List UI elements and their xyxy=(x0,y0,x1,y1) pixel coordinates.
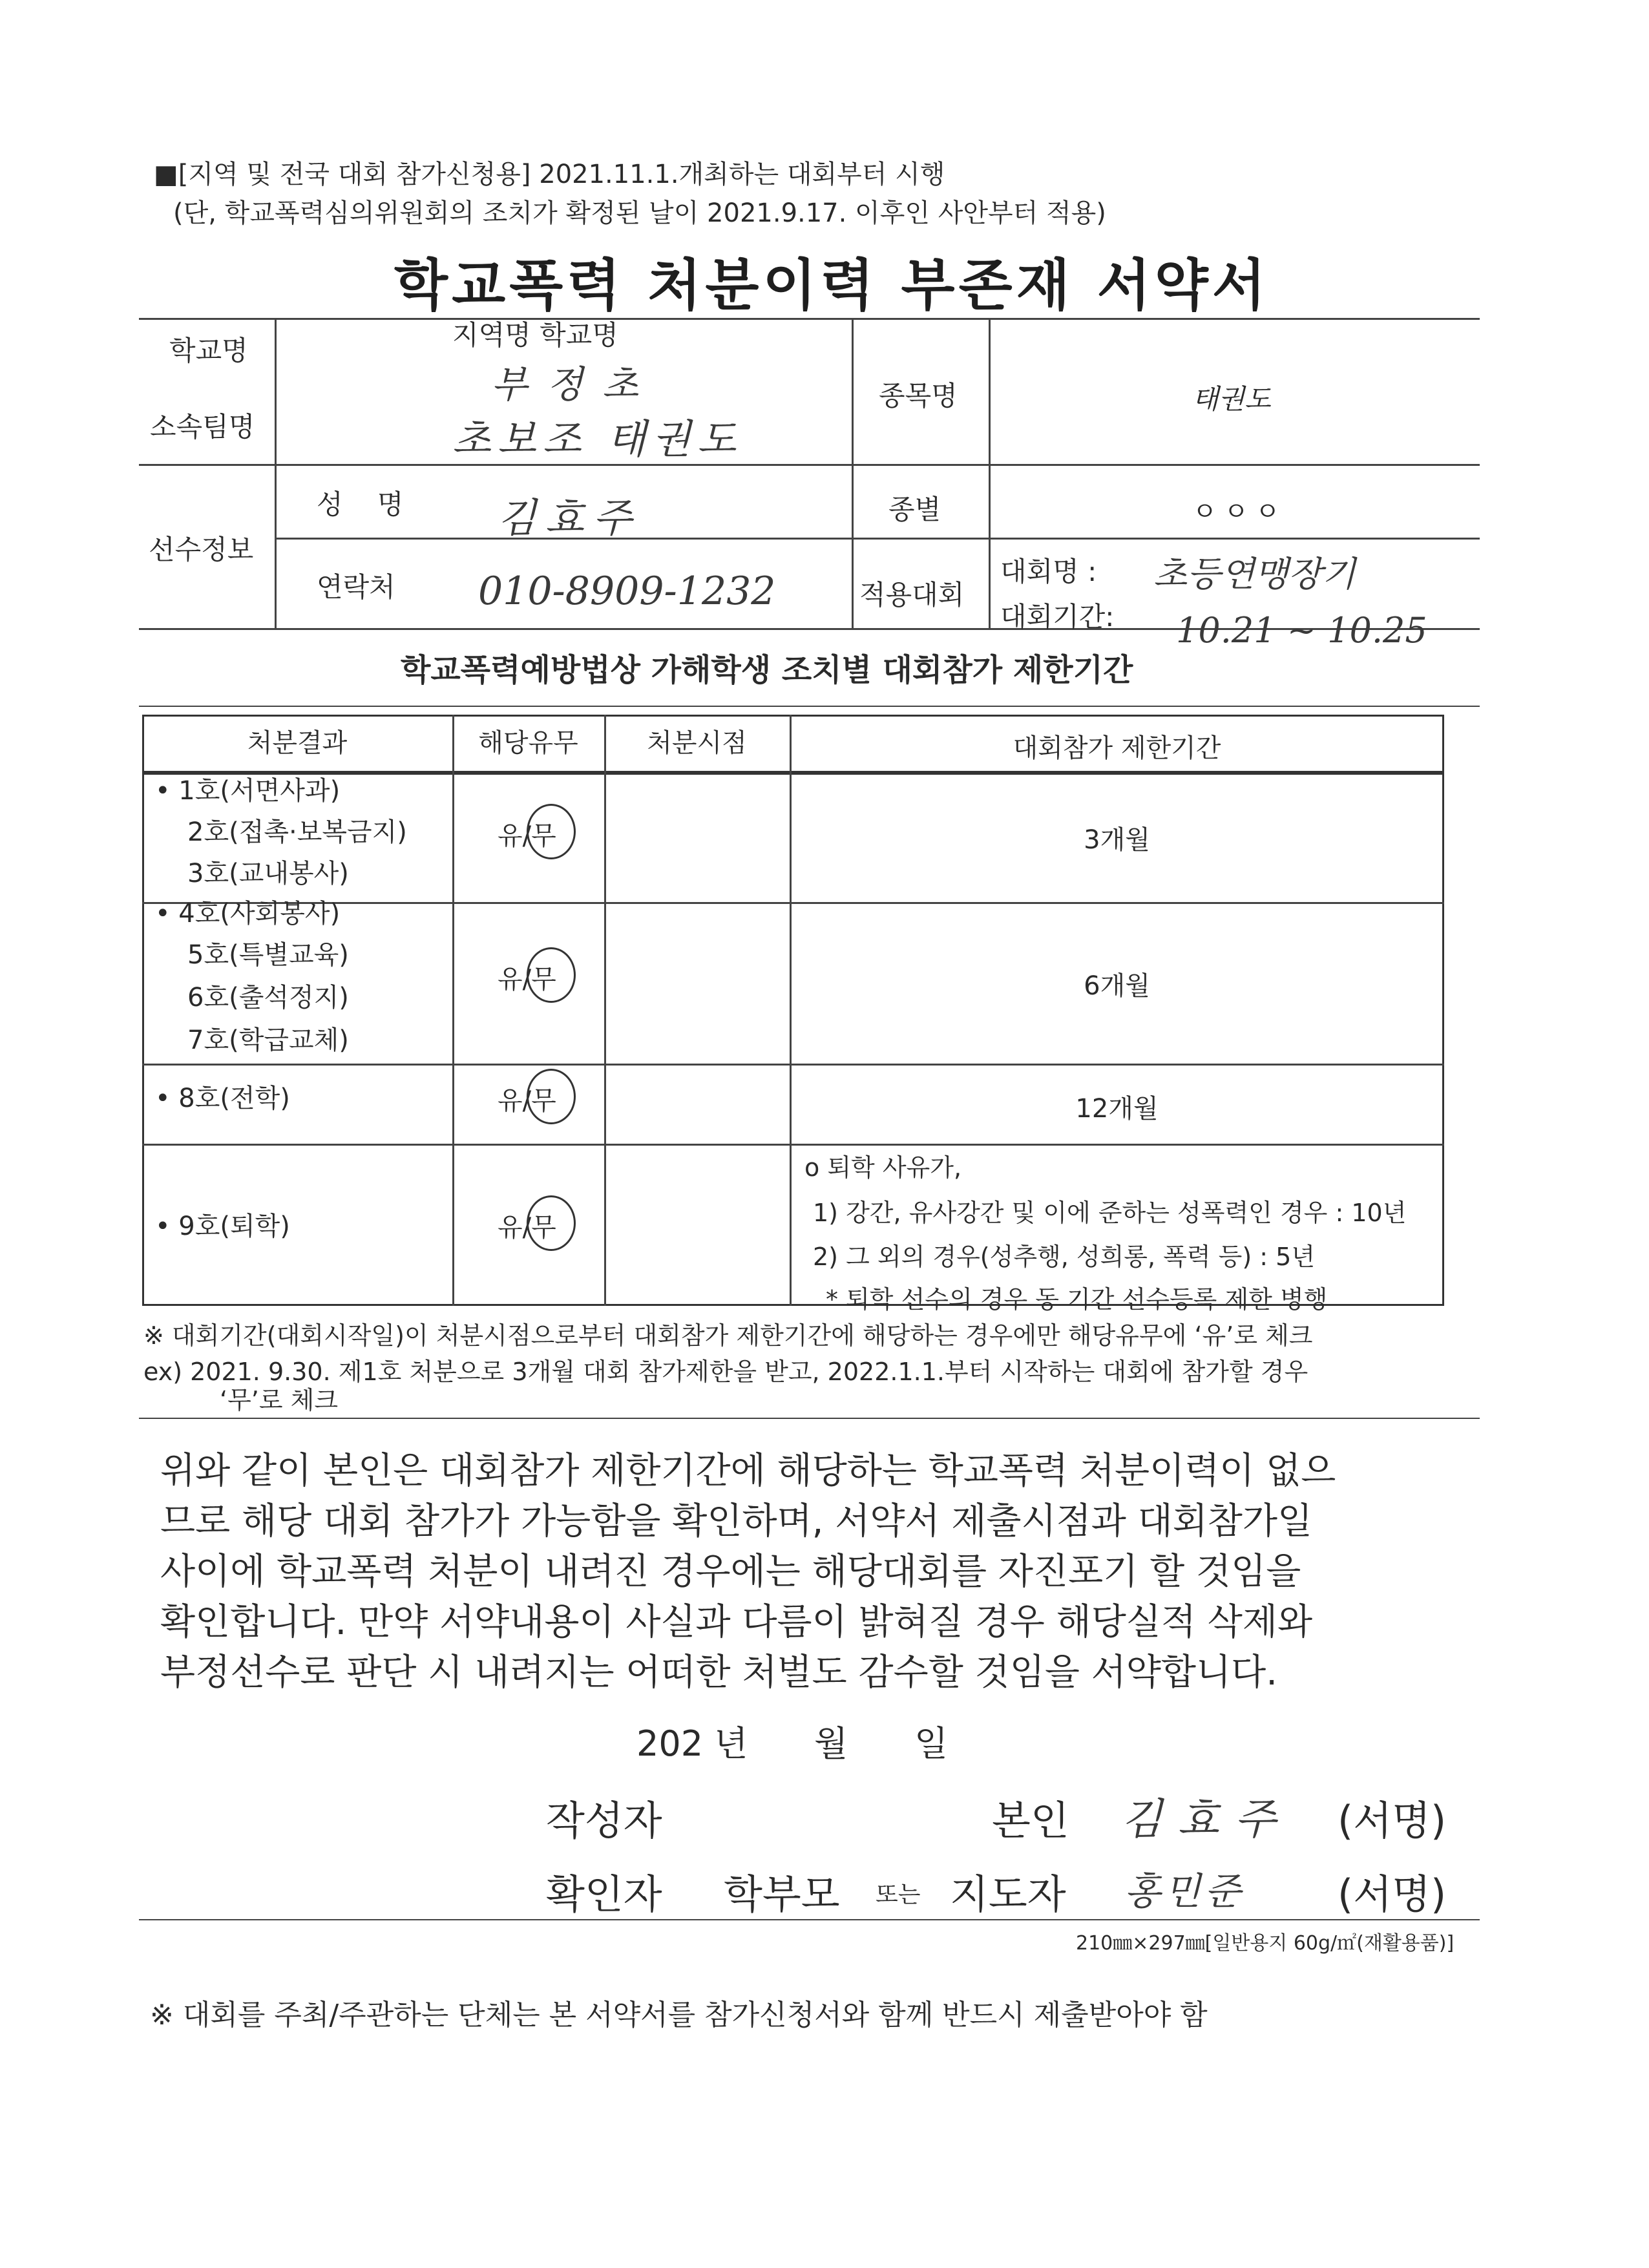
footer-note: ※ 대회를 주최/주관하는 단체는 본 서약서를 참가신청서와 함께 반드시 제출받아야 함 xyxy=(150,1999,1208,2032)
row1-period: 3개월 xyxy=(1084,825,1150,855)
date-day: 일 xyxy=(914,1723,949,1764)
date-year: 202 년 xyxy=(636,1723,748,1764)
th-time: 처분시점 xyxy=(647,728,747,758)
pledge-line2: 므로 해당 대회 참가가 가능함을 확인하며, 서약서 제출시점과 대회참가일 xyxy=(160,1500,1313,1542)
table-vline1 xyxy=(452,715,454,1306)
self-label: 본인 xyxy=(992,1797,1069,1844)
contact-value: 010-8909-1232 xyxy=(478,569,776,614)
table-vline2 xyxy=(604,715,606,1306)
team-value: 초보조 태권도 xyxy=(452,415,743,463)
pledge-line3: 사이에 학교폭력 처분이 내려진 경우에는 해당대회를 자진포기 할 것임을 xyxy=(160,1551,1301,1593)
row4-period-line2: 1) 강간, 유사강간 및 이에 준하는 성폭력인 경우 : 10년 xyxy=(813,1199,1407,1227)
info-vline1 xyxy=(275,318,277,628)
comp-name-value: 초등연맹장기 xyxy=(1153,554,1356,594)
name-label: 성 명 xyxy=(317,488,417,520)
school-value: 부정초 xyxy=(491,362,658,406)
row3-check-circle xyxy=(527,1069,576,1124)
row1-yn[interactable]: 유/무 xyxy=(498,821,556,851)
paper-spec-rule xyxy=(139,1919,1480,1920)
section-title: 학교폭력예방법상 가해학생 조치별 대회참가 제한기간 xyxy=(401,652,1133,688)
sport-label: 종목명 xyxy=(879,380,958,412)
table-row3-border xyxy=(142,1144,1444,1146)
pledge-line5: 부정선수로 판단 시 내려지는 어떠한 처벌도 감수할 것임을 서약합니다. xyxy=(160,1652,1277,1694)
sport-value: 태권도 xyxy=(1192,383,1271,415)
self-signature: 김효주 xyxy=(1121,1794,1292,1844)
row4-period-line4: * 퇴학 선수의 경우 동 기간 선수등록 제한 병행 xyxy=(826,1285,1328,1314)
notes-rule xyxy=(139,1418,1480,1419)
sign-label-coach: (서명) xyxy=(1338,1871,1447,1918)
pledge-line4: 확인합니다. 만약 서약내용이 사실과 다름이 밝혀질 경우 해당실적 삭제와 xyxy=(160,1601,1313,1643)
coach-label: 지도자 xyxy=(950,1871,1066,1918)
comp-name-label: 대회명 : xyxy=(1000,556,1097,587)
header-line1: ■[지역 및 전국 대회 참가신청용] 2021.11.1.개최하는 대회부터 시행 xyxy=(154,160,945,189)
gender-value: ㅇㅇㅇ xyxy=(1192,497,1287,527)
sign-label-self: (서명) xyxy=(1338,1797,1447,1844)
section-rule xyxy=(139,706,1480,707)
row1-check-circle xyxy=(527,804,576,859)
note1: ※ 대회기간(대회시작일)이 처분시점으로부터 대회참가 제한기간에 해당하는 경우에만 해당유무에 ‘유’로 체크 xyxy=(143,1321,1313,1350)
row4-check-circle xyxy=(527,1195,576,1251)
gender-label: 종별 xyxy=(888,494,941,525)
row2-check-circle xyxy=(527,947,576,1003)
row3-period: 12개월 xyxy=(1075,1094,1159,1124)
parent-label: 학부모 xyxy=(724,1871,840,1918)
region-school-caption: 지역명 학교명 xyxy=(452,319,618,351)
coach-signature: 홍민준 xyxy=(1124,1869,1245,1913)
row4-item1: • 9호(퇴학) xyxy=(155,1212,290,1241)
th-result: 처분결과 xyxy=(247,728,348,758)
school-label: 학교명 xyxy=(169,335,248,366)
comp-period-value: 10.21 ~ 10.25 xyxy=(1176,610,1427,651)
row3-item1: • 8호(전학) xyxy=(155,1084,290,1113)
row2-item2: 5호(특별교육) xyxy=(187,940,349,970)
th-period: 대회참가 제한기간 xyxy=(1013,733,1221,763)
row2-item4: 7호(학급교체) xyxy=(187,1025,349,1055)
row2-item1: • 4호(사회봉사) xyxy=(155,899,341,929)
team-label: 소속팀명 xyxy=(150,411,255,443)
row1-item1: • 1호(서면사과) xyxy=(155,776,341,806)
date-month: 월 xyxy=(814,1723,848,1764)
row4-period-line1: o 퇴학 사유가, xyxy=(804,1153,962,1182)
competition-label: 적용대회 xyxy=(859,579,965,611)
or-label: 또는 xyxy=(876,1882,921,1908)
row2-period: 6개월 xyxy=(1084,971,1150,1001)
pledge-line1: 위와 같이 본인은 대회참가 제한기간에 해당하는 학교폭력 처분이력이 없으 xyxy=(160,1450,1336,1492)
row2-yn[interactable]: 유/무 xyxy=(498,965,556,994)
row1-item2: 2호(접촉·보복금지) xyxy=(187,817,407,847)
writer-label: 작성자 xyxy=(546,1797,662,1844)
page-title: 학교폭력 처분이력 부존재 서약서 xyxy=(394,253,1270,318)
info-row1-border xyxy=(139,464,1480,466)
confirmer-label: 확인자 xyxy=(546,1871,662,1918)
row1-item3: 3호(교내봉사) xyxy=(187,859,349,888)
info-vline2 xyxy=(852,318,854,628)
athlete-label: 선수정보 xyxy=(149,534,254,565)
row3-yn[interactable]: 유/무 xyxy=(498,1086,556,1116)
row4-period-line3: 2) 그 외의 경우(성추행, 성희롱, 폭력 등) : 5년 xyxy=(813,1243,1316,1271)
row2-item3: 6호(출석정지) xyxy=(187,983,349,1013)
info-top-border xyxy=(139,318,1480,320)
table-vline3 xyxy=(790,715,792,1306)
table-row2-border xyxy=(142,1064,1444,1066)
info-mid-border xyxy=(275,538,1480,540)
header-line2: (단, 학교폭력심의위원회의 조치가 확정된 날이 2021.9.17. 이후인 사안부터 적용) xyxy=(173,198,1106,228)
row4-yn[interactable]: 유/무 xyxy=(498,1213,556,1243)
info-vline3 xyxy=(989,318,991,628)
paper-spec: 210㎜×297㎜[일반용지 60g/㎡(재활용품)] xyxy=(1076,1932,1455,1955)
comp-period-label: 대회기간: xyxy=(1000,601,1115,633)
example1: ex) 2021. 9.30. 제1호 처분으로 3개월 대회 참가제한을 받고, 2022.1.1.부터 시작하는 대회에 참가할 경우 xyxy=(143,1358,1308,1386)
th-applicable: 해당유무 xyxy=(478,728,578,758)
example2: ‘무’로 체크 xyxy=(220,1386,339,1414)
name-value: 김효주 xyxy=(498,494,641,541)
contact-label: 연락처 xyxy=(317,571,395,603)
